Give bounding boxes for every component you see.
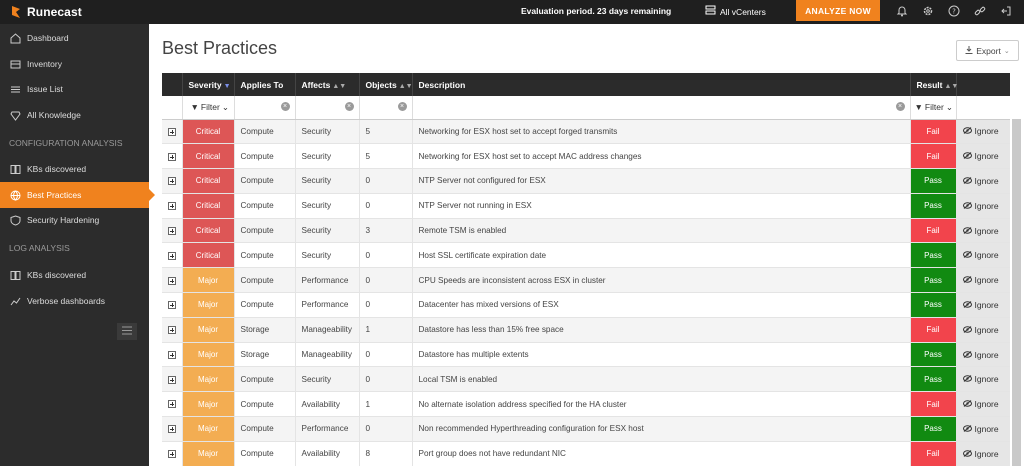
sidebar-item-label: Inventory [27,59,62,69]
severity-badge: Major [182,392,234,417]
scrollbar-thumb[interactable] [1012,119,1021,466]
filter-row [162,96,1010,119]
help-icon[interactable] [947,4,961,18]
expand-icon [168,351,176,359]
eye-slash-icon [963,275,972,285]
affects-cell: Availability [295,392,359,417]
column-description[interactable]: Description [412,73,910,96]
filter-cell-empty [162,96,182,119]
eye-slash-icon [963,201,972,211]
objects-cell: 0 [359,417,412,442]
objects-cell: 3 [359,218,412,243]
expand-icon [168,301,176,309]
description-cell[interactable]: Host SSL certificate expiration date [412,243,910,268]
eye-slash-icon [963,399,972,409]
export-button[interactable] [956,40,1019,61]
description-filter-input[interactable] [412,96,910,119]
severity-badge: Critical [182,193,234,218]
ignore-button[interactable]: Ignore [956,169,1010,194]
objects-filter-input[interactable] [359,96,412,119]
result-badge: Fail [910,317,956,342]
severity-badge: Major [182,342,234,367]
expand-row-button[interactable] [162,392,182,417]
sidebar [0,24,149,466]
severity-badge: Critical [182,243,234,268]
severity-badge: Major [182,441,234,466]
applies-to-cell: Compute [234,243,295,268]
objects-cell: 0 [359,367,412,392]
clear-icon[interactable]: × [345,102,354,111]
severity-badge: Major [182,417,234,442]
ignore-button[interactable]: Ignore [956,144,1010,169]
sort-icon: ▲▼ [944,82,959,90]
sidebar-item-best-practices[interactable] [0,182,149,208]
export-label: Export [976,45,1001,56]
ignore-button[interactable]: Ignore [956,293,1010,318]
ignore-button[interactable]: Ignore [956,417,1010,442]
applies-to-cell: Compute [234,218,295,243]
objects-cell: 0 [359,169,412,194]
sidebar-item-issue-list[interactable] [0,76,149,102]
applies-to-filter-input[interactable] [234,96,295,119]
expand-icon [168,252,176,260]
column-result[interactable]: Result ▲▼ [910,73,956,96]
result-badge: Fail [910,119,956,144]
affects-cell: Security [295,193,359,218]
expand-row-button[interactable] [162,243,182,268]
chevron-down-icon: ⌄ [1003,47,1010,55]
expand-row-button[interactable] [162,268,182,293]
table-row [162,441,1010,466]
gear-icon[interactable] [921,4,935,18]
expand-row-button[interactable] [162,193,182,218]
ignore-button[interactable]: Ignore [956,342,1010,367]
vcenter-label: All vCenters [720,6,766,17]
description-cell[interactable]: Non recommended Hyperthreading configuration for ESX host [412,417,910,442]
applies-to-cell: Compute [234,193,295,218]
chart-icon [10,296,21,307]
column-objects[interactable]: Objects ▲▼ [359,73,412,96]
clear-icon[interactable]: × [398,102,407,111]
ignore-button[interactable]: Ignore [956,392,1010,417]
result-badge: Pass [910,417,956,442]
table-row [162,119,1010,144]
affects-cell: Security [295,243,359,268]
ignore-button[interactable]: Ignore [956,218,1010,243]
column-applies-to[interactable]: Applies To [234,73,295,96]
sidebar-item-verbose-dashboards[interactable] [0,288,149,314]
ignore-button[interactable]: Ignore [956,441,1010,466]
top-bar [0,0,1024,24]
table-header [162,73,1010,96]
sidebar-item-label: Best Practices [27,190,82,200]
expand-icon [168,326,176,334]
eye-slash-icon [963,250,972,260]
clear-icon[interactable]: × [281,102,290,111]
globe-icon [10,190,21,201]
eye-slash-icon [963,424,972,434]
expand-icon [168,202,176,210]
sort-icon: ▲▼ [332,82,347,90]
evaluation-notice: Evaluation period. 23 days remaining [521,6,672,16]
sidebar-item-security-hardening[interactable] [0,207,149,233]
sidebar-collapse-button[interactable] [117,323,137,340]
affects-cell: Security [295,367,359,392]
section-config-analysis: CONFIGURATION ANALYSIS [9,138,123,148]
sidebar-item-config-kbs[interactable] [0,156,149,182]
table-row [162,268,1010,293]
expand-row-button[interactable] [162,293,182,318]
eye-slash-icon [963,176,972,186]
table-row [162,218,1010,243]
expand-icon [168,400,176,408]
link-icon[interactable] [973,4,987,18]
result-badge: Fail [910,441,956,466]
filter-icon: ▼ [190,102,199,113]
svg-text:?: ? [952,7,956,16]
applies-to-cell: Storage [234,342,295,367]
section-log-analysis: LOG ANALYSIS [9,243,70,253]
applies-to-cell: Compute [234,293,295,318]
table-row [162,193,1010,218]
severity-badge: Major [182,317,234,342]
analyze-now-button[interactable]: ANALYZE NOW [796,0,880,21]
description-cell[interactable]: Local TSM is enabled [412,367,910,392]
sidebar-item-inventory[interactable] [0,51,149,77]
dashboard-icon [10,33,21,44]
expand-icon [168,450,176,458]
issue-list-icon [10,84,21,95]
eye-slash-icon [963,449,972,459]
description-cell[interactable]: No alternate isolation address specified for the HA cluster [412,392,910,417]
vcenter-selector[interactable] [705,5,766,18]
expand-row-button[interactable] [162,317,182,342]
sidebar-item-label: Dashboard [27,33,69,43]
eye-slash-icon [963,325,972,335]
expand-icon [168,128,176,136]
description-cell[interactable]: Datastore has less than 15% free space [412,317,910,342]
severity-badge: Critical [182,144,234,169]
knowledge-icon [10,110,21,121]
objects-cell: 1 [359,392,412,417]
affects-cell: Performance [295,293,359,318]
table-row [162,144,1010,169]
ignore-button[interactable]: Ignore [956,268,1010,293]
expand-icon [168,153,176,161]
result-badge: Fail [910,144,956,169]
result-badge: Pass [910,243,956,268]
objects-cell: 8 [359,441,412,466]
applies-to-cell: Compute [234,144,295,169]
affects-cell: Manageability [295,317,359,342]
sidebar-item-label: All Knowledge [27,110,81,120]
affects-cell: Security [295,144,359,169]
expand-icon [168,177,176,185]
objects-cell: 0 [359,268,412,293]
table-row [162,317,1010,342]
sort-desc-icon: ▼ [223,82,231,90]
column-expand [162,73,182,96]
severity-filter[interactable]: ▼ Filter ⌄ [182,96,234,119]
objects-cell: 0 [359,243,412,268]
objects-cell: 5 [359,144,412,169]
objects-cell: 0 [359,193,412,218]
sidebar-item-label: KBs discovered [27,164,87,174]
column-severity[interactable]: Severity ▼ [182,73,234,96]
affects-cell: Availability [295,441,359,466]
description-cell[interactable]: Remote TSM is enabled [412,218,910,243]
affects-cell: Security [295,169,359,194]
sidebar-item-label: KBs discovered [27,270,87,280]
vcenter-icon [705,5,716,18]
result-badge: Pass [910,169,956,194]
affects-cell: Performance [295,268,359,293]
ignore-button[interactable]: Ignore [956,317,1010,342]
table-row [162,342,1010,367]
table-row [162,392,1010,417]
result-badge: Fail [910,392,956,417]
eye-slash-icon [963,151,972,161]
affects-cell: Manageability [295,342,359,367]
expand-row-button[interactable] [162,342,182,367]
description-cell[interactable]: NTP Server not configured for ESX [412,169,910,194]
applies-to-cell: Compute [234,417,295,442]
menu-icon [122,326,132,337]
expand-row-button[interactable] [162,441,182,466]
description-cell[interactable]: CPU Speeds are inconsistent across ESX in cluster [412,268,910,293]
sidebar-item-all-knowledge[interactable] [0,102,149,128]
kb-icon [10,270,21,281]
expand-row-button[interactable] [162,367,182,392]
best-practices-table [162,73,1010,466]
filter-icon: ▼ [914,102,923,113]
logo-text: Runecast [27,5,82,19]
result-filter[interactable]: ▼ Filter ⌄ [910,96,956,119]
table-row [162,293,1010,318]
description-cell[interactable]: Datastore has multiple extents [412,342,910,367]
table-row [162,367,1010,392]
applies-to-cell: Compute [234,392,295,417]
shield-icon [10,215,21,226]
eye-slash-icon [963,226,972,236]
severity-badge: Critical [182,169,234,194]
result-badge: Fail [910,218,956,243]
expand-row-button[interactable] [162,417,182,442]
sidebar-item-label: Security Hardening [27,215,100,225]
result-badge: Pass [910,193,956,218]
affects-cell: Security [295,218,359,243]
description-cell[interactable]: Port group does not have redundant NIC [412,441,910,466]
logout-icon[interactable] [999,4,1013,18]
eye-slash-icon [963,300,972,310]
filter-cell-empty [956,96,1010,119]
result-badge: Pass [910,367,956,392]
inventory-icon [10,59,21,70]
sidebar-item-dashboard[interactable] [0,25,149,51]
expand-icon [168,277,176,285]
bell-icon[interactable] [895,4,909,18]
objects-cell: 5 [359,119,412,144]
severity-badge: Major [182,367,234,392]
objects-cell: 0 [359,342,412,367]
ignore-button[interactable]: Ignore [956,119,1010,144]
eye-slash-icon [963,350,972,360]
kb-icon [10,164,21,175]
description-cell[interactable]: NTP Server not running in ESX [412,193,910,218]
table-row [162,169,1010,194]
ignore-button[interactable]: Ignore [956,193,1010,218]
objects-cell: 1 [359,317,412,342]
ignore-button[interactable]: Ignore [956,243,1010,268]
table-row [162,243,1010,268]
applies-to-cell: Compute [234,169,295,194]
clear-icon[interactable]: × [896,102,905,111]
logo[interactable] [10,3,82,21]
expand-icon [168,425,176,433]
sidebar-item-log-kbs[interactable] [0,262,149,288]
applies-to-cell: Compute [234,367,295,392]
affects-filter-input[interactable] [295,96,359,119]
sidebar-item-label: Verbose dashboards [27,296,105,306]
ignore-button[interactable]: Ignore [956,367,1010,392]
expand-icon [168,376,176,384]
objects-cell: 0 [359,293,412,318]
severity-badge: Major [182,293,234,318]
eye-slash-icon [963,374,972,384]
description-cell[interactable]: Datacenter has mixed versions of ESX [412,293,910,318]
table-row [162,417,1010,442]
affects-cell: Security [295,119,359,144]
description-cell[interactable]: Networking for ESX host set to accept forged transmits [412,119,910,144]
sidebar-item-label: Issue List [27,84,63,94]
expand-row-button[interactable] [162,218,182,243]
expand-row-button[interactable] [162,119,182,144]
chevron-down-icon: ⌄ [945,101,953,112]
column-affects[interactable]: Affects ▲▼ [295,73,359,96]
runecast-logo-icon [10,5,22,19]
expand-icon [168,227,176,235]
severity-badge: Critical [182,119,234,144]
expand-row-button[interactable] [162,144,182,169]
column-ignore [956,73,1010,96]
result-badge: Pass [910,342,956,367]
result-badge: Pass [910,268,956,293]
sort-icon: ▲▼ [398,82,413,90]
description-cell[interactable]: Networking for ESX host set to accept MAC address changes [412,144,910,169]
applies-to-cell: Storage [234,317,295,342]
eye-slash-icon [963,126,972,136]
applies-to-cell: Compute [234,268,295,293]
affects-cell: Performance [295,417,359,442]
download-icon [965,46,973,56]
severity-badge: Critical [182,218,234,243]
result-badge: Pass [910,293,956,318]
severity-badge: Major [182,268,234,293]
applies-to-cell: Compute [234,119,295,144]
chevron-down-icon: ⌄ [221,101,229,112]
applies-to-cell: Compute [234,441,295,466]
expand-row-button[interactable] [162,169,182,194]
page-title: Best Practices [162,38,278,58]
